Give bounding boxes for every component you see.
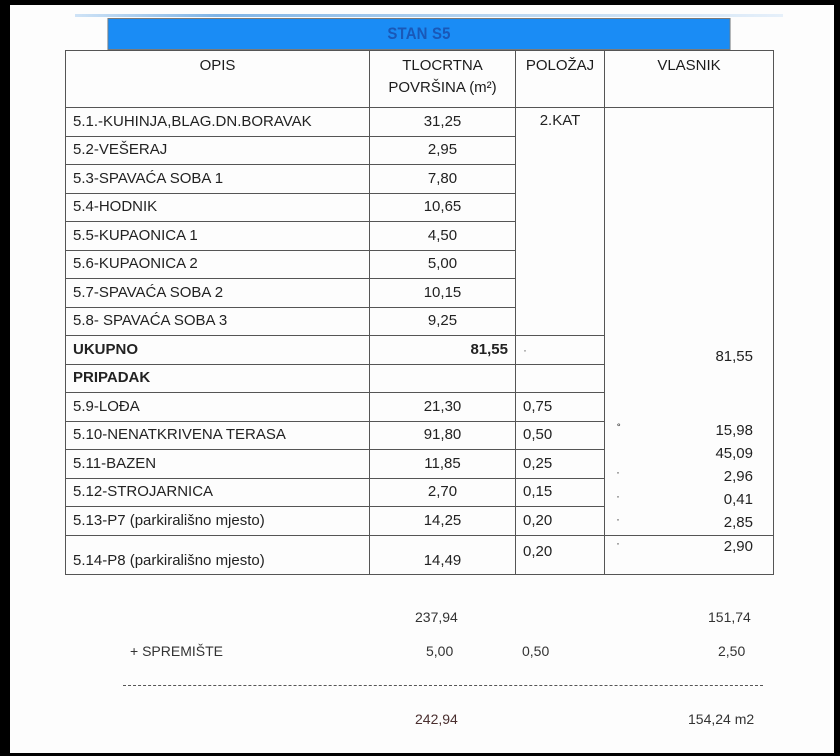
appurtenance-area: 11,85 <box>370 450 516 479</box>
scan-speck: · <box>616 512 620 526</box>
floor-label: 2.KAT <box>539 112 581 129</box>
appurtenance-name: 5.11-BAZEN <box>66 450 370 479</box>
header-tlocrtna: TLOCRTNA <box>402 57 483 74</box>
room-area: 10,65 <box>370 193 516 222</box>
room-area: 7,80 <box>370 165 516 194</box>
appurtenance-name: 5.9-LOĐA <box>66 393 370 422</box>
scan-speck: · <box>616 489 620 503</box>
table-row <box>66 535 774 574</box>
pripadak-polozaj <box>516 364 605 393</box>
dashed-divider <box>123 685 763 686</box>
room-name: 5.6-KUPAONICA 2 <box>66 250 370 279</box>
scan-speck: · <box>523 342 527 357</box>
appurtenance-coefficient: 0,75 <box>516 393 605 422</box>
header-tlocrtna-povrsina <box>370 51 516 108</box>
scan-speck: · <box>616 465 620 479</box>
room-name: 5.2-VEŠERAJ <box>66 136 370 165</box>
room-area: 31,25 <box>370 108 516 137</box>
appurtenance-area: 14,49 <box>370 535 516 574</box>
room-name: 5.4-HODNIK <box>66 193 370 222</box>
room-name: 5.1.-KUHINJA,BLAG.DN.BORAVAK <box>66 108 370 137</box>
appurtenance-name: 5.12-STROJARNICA <box>66 478 370 507</box>
floor-cell <box>516 108 605 336</box>
room-name: 5.7-SPAVAĆA SOBA 2 <box>66 279 370 308</box>
spremiste-coefficient: 0,50 <box>522 643 550 659</box>
appurtenance-coefficient: 0,50 <box>516 421 605 450</box>
header-row <box>66 51 774 108</box>
pripadak-label: PRIPADAK <box>66 364 370 393</box>
room-area: 2,95 <box>370 136 516 165</box>
room-name: 5.5-KUPAONICA 1 <box>66 222 370 251</box>
appurtenance-coefficient: 0,25 <box>516 450 605 479</box>
room-area: 5,00 <box>370 250 516 279</box>
scan-speck: ˚ <box>617 422 621 436</box>
room-name: 5.3-SPAVAĆA SOBA 1 <box>66 165 370 194</box>
header-vlasnik: VLASNIK <box>605 51 774 108</box>
appurtenance-name: 5.14-P8 (parkirališno mjesto) <box>66 535 370 574</box>
appurtenance-coefficient: 0,20 <box>516 535 605 574</box>
owner-value: 45,09 <box>715 445 753 462</box>
pripadak-area <box>370 364 516 393</box>
ukupno-area: 81,55 <box>370 336 516 365</box>
total-owner: 154,24 m2 <box>688 711 755 727</box>
appurtenance-area: 21,30 <box>370 393 516 422</box>
total-area: 242,94 <box>415 711 458 727</box>
ukupno-label: UKUPNO <box>66 336 370 365</box>
appurtenance-area: 14,25 <box>370 507 516 536</box>
apartment-area-table <box>65 50 774 575</box>
top-decorative-strip <box>75 14 783 17</box>
spremiste-label: + SPREMIŠTE <box>130 643 223 659</box>
owner-value: 2,96 <box>723 468 753 485</box>
table-row <box>66 108 774 137</box>
room-name: 5.8- SPAVAĆA SOBA 3 <box>66 307 370 336</box>
scan-speck: · <box>616 536 620 550</box>
appurtenance-coefficient: 0,20 <box>516 507 605 536</box>
header-polozaj: POLOŽAJ <box>516 51 605 108</box>
owner-value: 2,90 <box>723 538 753 555</box>
ukupno-polozaj <box>516 336 605 365</box>
subtotal-area: 237,94 <box>415 609 458 625</box>
document-page <box>10 5 834 753</box>
appurtenance-name: 5.10-NENATKRIVENA TERASA <box>66 421 370 450</box>
owner-column <box>605 108 774 555</box>
owner-value: 15,98 <box>715 422 753 439</box>
owner-value: 2,85 <box>723 514 753 531</box>
appurtenance-coefficient: 0,15 <box>516 478 605 507</box>
subtotal-owner: 151,74 <box>708 609 751 625</box>
appurtenance-name: 5.13-P7 (parkirališno mjesto) <box>66 507 370 536</box>
spremiste-owner: 2,50 <box>718 643 746 659</box>
appurtenance-area: 2,70 <box>370 478 516 507</box>
header-povrsina: POVRŠINA (m²) <box>388 79 497 96</box>
table-title: STAN S5 <box>107 18 730 50</box>
room-area: 9,25 <box>370 307 516 336</box>
room-area: 4,50 <box>370 222 516 251</box>
header-opis: OPIS <box>66 51 370 108</box>
owner-ukupno: 81,55 <box>715 348 753 365</box>
spremiste-area: 5,00 <box>426 643 454 659</box>
room-area: 10,15 <box>370 279 516 308</box>
owner-value: 0,41 <box>723 491 753 508</box>
appurtenance-area: 91,80 <box>370 421 516 450</box>
